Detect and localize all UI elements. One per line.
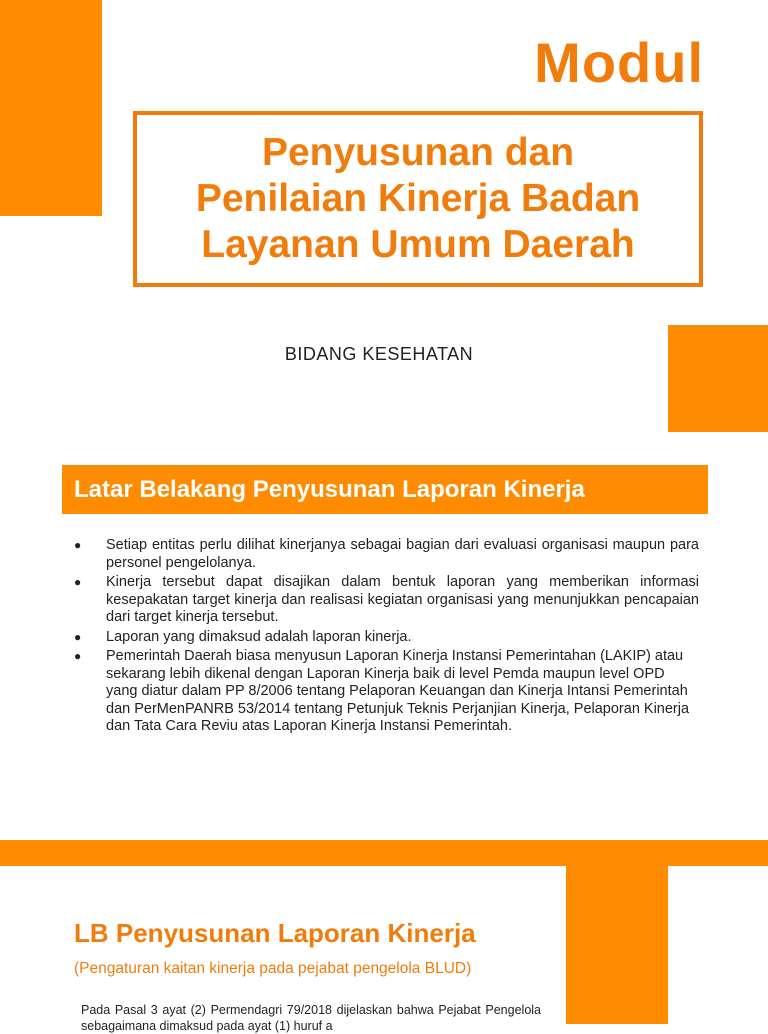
- list-item-text: Setiap entitas perlu dilihat kinerjanya sebagai bagian dari evaluasi organisasi maupun para personel pengelolanya.: [106, 537, 699, 571]
- section2-heading: LB Penyusunan Laporan Kinerja: [74, 918, 476, 948]
- list-item-text: Laporan yang dimaksud adalah laporan kinerja.: [106, 628, 412, 645]
- bullet-icon: ●: [74, 538, 82, 552]
- decorative-orange-block-bottom: [566, 866, 668, 1024]
- list-item: [70, 574, 699, 627]
- section2-subheading: (Pengaturan kaitan kinerja pada pejabat pengelola BLUD): [74, 960, 472, 977]
- decorative-orange-block-right: [668, 325, 768, 432]
- slide-divider-band: [0, 840, 768, 866]
- section2-paragraph: Pada Pasal 3 ayat (2) Permendagri 79/2018 dijelaskan bahwa Pejabat Pengelola sebagaimana dimaksud pada ayat (1) huruf a: [81, 1003, 541, 1033]
- bullet-icon: ●: [74, 575, 82, 589]
- bullet-icon: ●: [74, 649, 82, 663]
- list-item: [70, 629, 699, 647]
- bullet-list: [70, 537, 699, 738]
- list-item-text: Pemerintah Daerah biasa menyusun Laporan Kinerja Instansi Pemerintahan (LAKIP) atau sekarang lebih dikenal dengan Laporan Kinerja baik di level Pemda maupun level OPD yang diatur dalam PP 8/2006 tentang Pelaporan Keuangan dan Kinerja Intansi Pemerintah dan PerMenPANRB 53/2014 tentang Petunjuk Teknis Perjanjian Kinerja, Pelaporan Kinerja dan Tata Cara Reviu atas Laporan Kinerja Instansi Pemerintah.: [106, 648, 690, 734]
- subtitle: BIDANG KESEHATAN: [284, 344, 474, 364]
- section-banner: Latar Belakang Penyusunan Laporan Kinerja: [62, 465, 708, 514]
- list-item-text: Kinerja tersebut dapat disajikan dalam bentuk laporan yang memberikan informasi kesepakatan target kinerja dan realisasi kegiatan organisasi yang menunjukkan pencapaian dari target kinerja tersebut.: [106, 574, 699, 625]
- bullet-icon: ●: [74, 629, 82, 644]
- title-line-2: Penilaian Kinerja Badan: [195, 177, 641, 220]
- list-item: [70, 648, 699, 736]
- title-line-1: Penyusunan dan: [261, 131, 575, 174]
- decorative-orange-block-top-left: [0, 0, 102, 216]
- title-box: [133, 111, 703, 287]
- modul-heading: Modul: [534, 31, 704, 94]
- title-line-3: Layanan Umum Daerah: [201, 223, 635, 266]
- list-item: [70, 537, 699, 572]
